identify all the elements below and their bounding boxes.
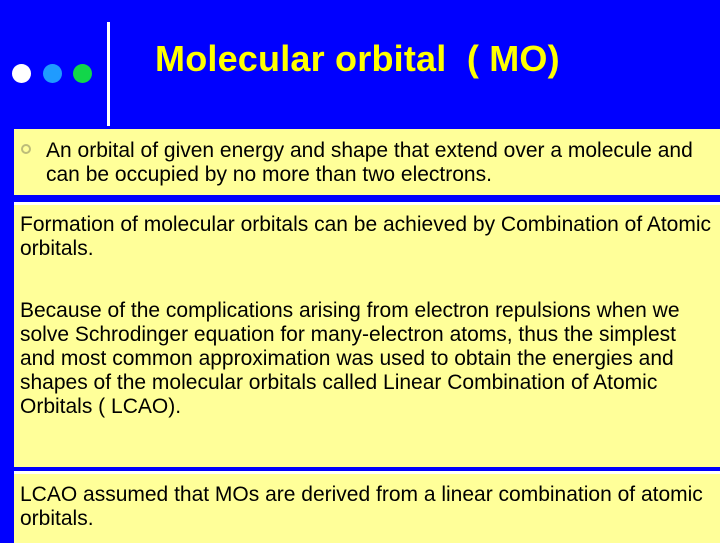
dot-blue-icon [43, 64, 62, 83]
formation-paragraph: Formation of molecular orbitals can be achieved by Combination of Atomic orbitals. [20, 213, 712, 260]
lcao-assumption-text: LCAO assumed that MOs are derived from a linear combination of atomic orbitals. [20, 483, 703, 530]
hollow-circle-bullet-icon [21, 144, 31, 154]
lcao-explanation-paragraph: Because of the complications arising from electron repulsions when we solve Schrodinger equation for many-electron atoms, thus the simplest and most common approximation was used to obtain the energies and shapes of the molecular orbitals called Linear Combination of Atomic Orbitals ( LCAO). [20, 299, 680, 418]
definition-box [14, 129, 720, 195]
dot-green-icon [73, 64, 92, 83]
slide-title: Molecular orbital ( MO) [155, 38, 560, 79]
definition-text: An orbital of given energy and shape that extend over a molecule and can be occupied by no more than two electrons. [46, 139, 693, 186]
lcao-box [14, 471, 720, 543]
dot-white-icon [12, 64, 31, 83]
title-divider [107, 22, 110, 126]
formation-box [14, 202, 720, 467]
